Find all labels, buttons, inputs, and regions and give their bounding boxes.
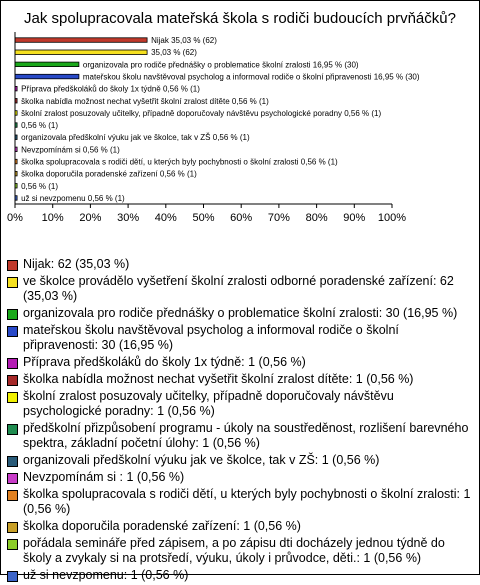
chart-title: Jak spolupracovala mateřská škola s rodiči budoucích prvňáčků? xyxy=(24,10,456,27)
bar-label: Nijak 35,03 % (62) xyxy=(151,36,217,46)
legend-swatch xyxy=(7,260,18,271)
bar-label: školka nabídla možnost nechat vyšetřit školní zralost dítěte 0,56 % (1) xyxy=(21,96,269,106)
legend-item xyxy=(7,487,475,517)
x-tick-label: 0% xyxy=(7,212,23,224)
bar-label: Příprava předškoláků do školy 1x týdně 0,56 % (1) xyxy=(21,84,200,94)
legend-swatch xyxy=(7,358,18,369)
x-tick-label: 80% xyxy=(305,212,328,224)
legend-label: školka nabídla možnost nechat vyšetřit školní zralost dítěte: 1 (0,56 %) xyxy=(23,372,414,386)
legend-label: předškolní přizpůsobení programu - úkoly na soustředěnost, rozlišení barevného spektra, základní početní úlohy: 1 (0,56 %) xyxy=(23,421,469,450)
legend-item xyxy=(7,389,475,419)
bar xyxy=(15,74,79,79)
bar-label: mateřskou školu navštěvoval psycholog a informoval rodiče o školní připravenosti 16,95 % (30) xyxy=(82,72,420,82)
bar-label: školka spolupracovala s rodiči dětí, u kterých byly pochybnosti o školní zralosti 0,56 % (1) xyxy=(21,157,338,167)
legend-label: Příprava předškoláků do školy 1x týdně: 1 (0,56 %) xyxy=(23,355,306,369)
legend-item xyxy=(7,355,475,370)
x-tick-label: 70% xyxy=(267,212,290,224)
bar xyxy=(15,38,147,43)
bar-label: 0,56 % (1) xyxy=(21,181,59,191)
legend-item xyxy=(7,323,475,353)
x-tick-label: 90% xyxy=(343,212,366,224)
bar-label: organizovala předškolní výuku jak ve školce, tak v ZŠ 0,56 % (1) xyxy=(21,133,250,143)
x-tick-label: 100% xyxy=(377,212,407,224)
legend-item xyxy=(7,372,475,387)
legend-item xyxy=(7,470,475,485)
legend-label: Nevzpomínám si : 1 (0,56 %) xyxy=(23,470,185,484)
legend-label: organizovali předškolní výuku jak ve školce, tak v ZŠ: 1 (0,56 %) xyxy=(23,453,380,467)
legend-swatch xyxy=(7,456,18,467)
legend-label: ve školce provádělo vyšetření školní zralosti odborné poradenské zařízení: 62 (35,03 %) xyxy=(23,274,454,303)
legend-label: školka doporučila poradenské zařízení: 1 (0,56 %) xyxy=(23,519,301,533)
legend-swatch xyxy=(7,424,18,435)
bar-label: organizovala pro rodiče přednášky o problematice školní zralosti 16,95 % (30) xyxy=(82,60,359,70)
x-tick-label: 50% xyxy=(192,212,215,224)
legend-item xyxy=(7,519,475,534)
bar-label: školní zralost posuzovaly učitelky, případně doporučovaly návštěvu psychologické poradny 0,56 % (1) xyxy=(21,108,382,118)
legend-item xyxy=(7,536,475,566)
legend-item xyxy=(7,421,475,451)
legend-swatch xyxy=(7,539,18,550)
bar-label: školka doporučila poradenské zařízení 0,56 % (1) xyxy=(21,169,197,179)
legend-label: pořádala semináře před zápisem, a po zápisu dti docházely jednou týdně do školy a zvykaly si na protsředí, výuku, úkoly i průvodce, děti.: 1 (0,56 %) xyxy=(23,536,445,565)
bar xyxy=(15,62,79,67)
bar xyxy=(15,50,147,55)
legend-item xyxy=(7,274,475,304)
legend-swatch xyxy=(7,490,18,501)
legend-item xyxy=(7,257,475,272)
x-tick-label: 60% xyxy=(230,212,253,224)
legend-label: školka spolupracovala s rodiči dětí, u kterých byly pochybnosti o školní zralosti: 1 (0,56 %) xyxy=(23,487,471,516)
legend-swatch xyxy=(7,473,18,484)
legend-label: školní zralost posuzovaly učitelky, případně doporučovaly návštěvu psychologické poradny: 1 (0,56 %) xyxy=(23,389,394,418)
legend-swatch xyxy=(7,522,18,533)
bar-label: už si nevzpomenu 0,56 % (1) xyxy=(21,193,125,203)
x-tick-label: 30% xyxy=(117,212,140,224)
legend-item xyxy=(7,568,475,583)
legend-swatch xyxy=(7,375,18,386)
bar-chart xyxy=(1,1,479,251)
legend-item xyxy=(7,453,475,468)
legend-item xyxy=(7,306,475,321)
legend-swatch xyxy=(7,277,18,288)
legend-label: organizovala pro rodiče přednášky o problematice školní zralosti: 30 (16,95 %) xyxy=(23,306,458,320)
legend-swatch xyxy=(7,309,18,320)
x-tick-label: 40% xyxy=(154,212,177,224)
x-tick-label: 20% xyxy=(79,212,102,224)
legend-label: už si nevzpomenu: 1 (0,56 %) xyxy=(23,568,189,582)
bar-label: 0,56 % (1) xyxy=(21,121,59,131)
bar-label: 35,03 % (62) xyxy=(151,48,197,58)
legend-label: Nijak: 62 (35,03 %) xyxy=(23,257,130,271)
x-tick-label: 10% xyxy=(41,212,64,224)
chart-legend xyxy=(7,257,475,585)
legend-label: mateřskou školu navštěvoval psycholog a informoval rodiče o školní připravenosti: 30 (16,95 %) xyxy=(23,323,399,352)
bar-label: Nevzpomínám si 0,56 % (1) xyxy=(21,145,120,155)
legend-swatch xyxy=(7,326,18,337)
legend-swatch xyxy=(7,392,18,403)
legend-swatch xyxy=(7,571,18,582)
